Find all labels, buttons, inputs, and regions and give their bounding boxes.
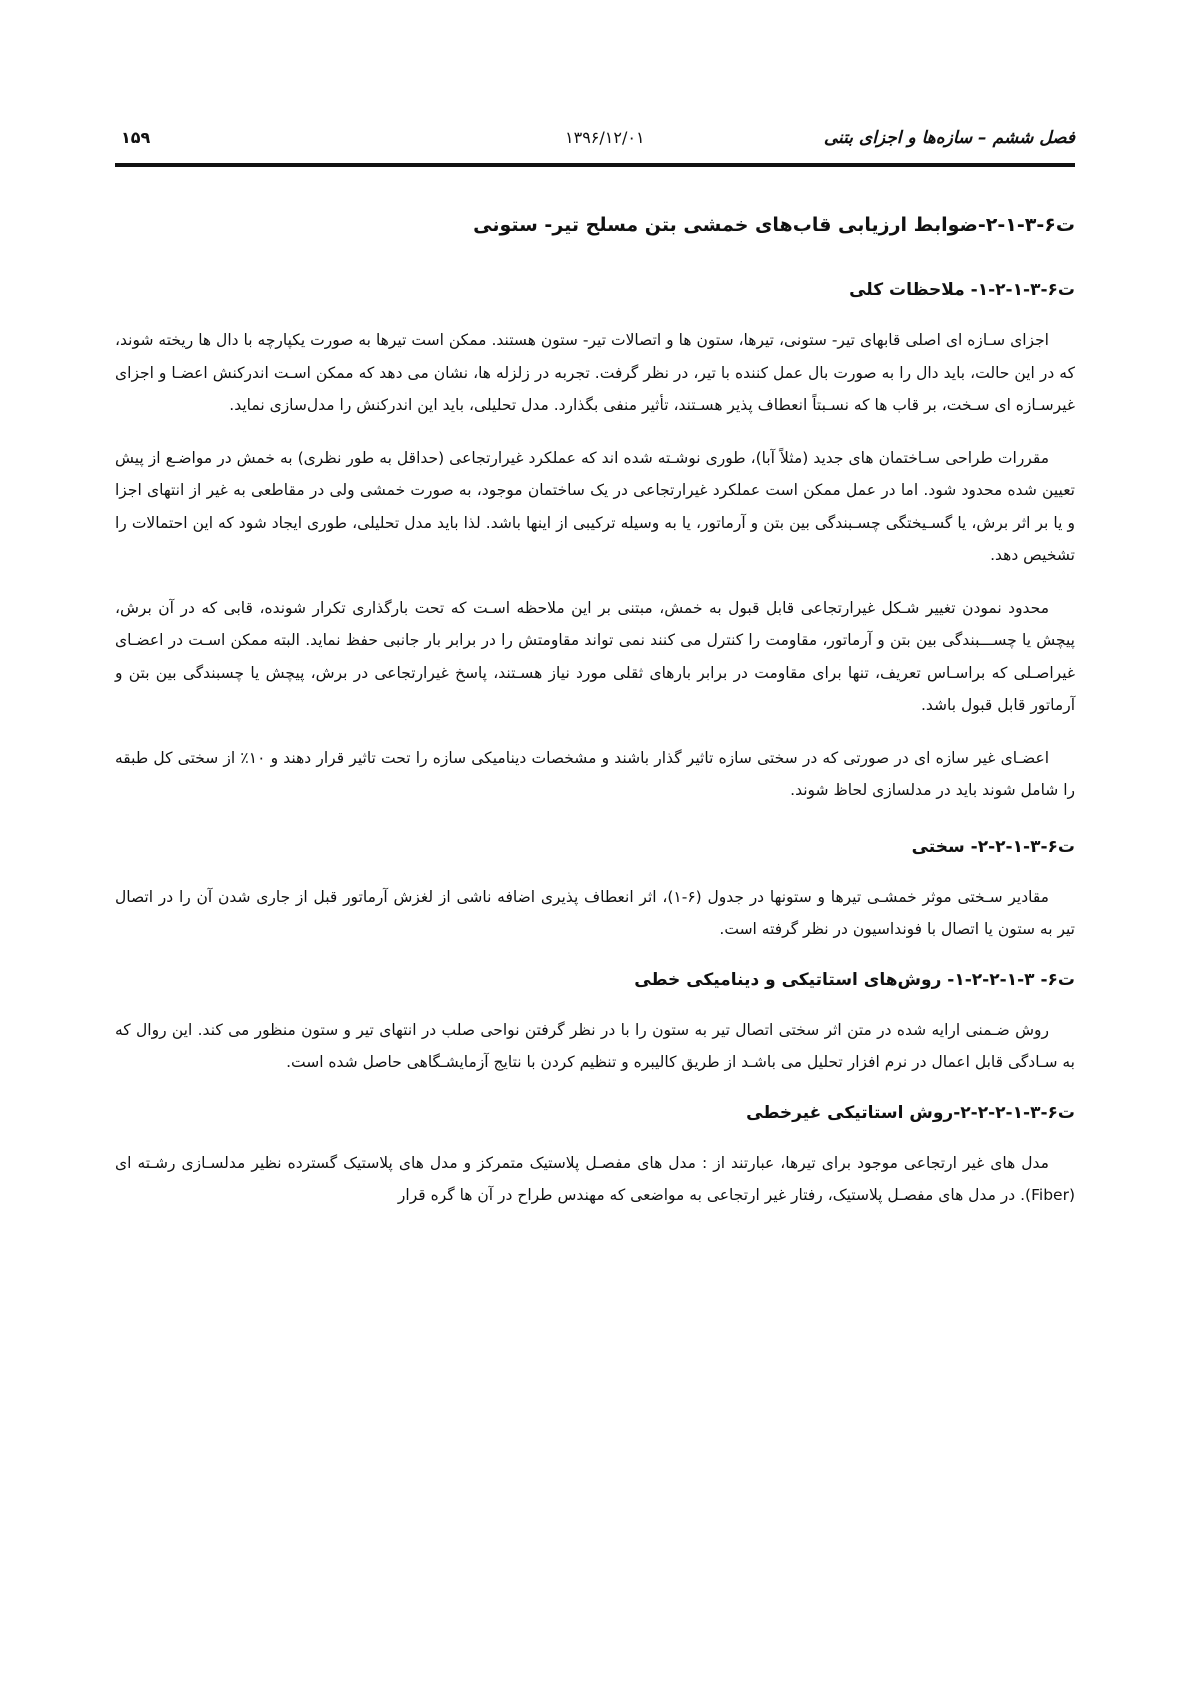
subsection-heading-general: ت۶-۳-۱-۲-۱- ملاحظات کلی (849, 280, 1075, 300)
section-title: ت۶-۳-۱-۲-ضوابط ارزیابی قاب‌های خمشی بتن مسلح تیر- ستونی (473, 214, 1075, 236)
page-content (115, 210, 1075, 1212)
paragraph: روش ضـمنی ارایه شده در متن اثر سختی اتصال تیر به ستون را با در نظر گرفتن نواحی صلب در انتهای تیر و ستون منظور می کند. این روال که به سـادگی قابل اعمال در نرم افزار تحلیل می باشـد از طریق کالیبره و تنظیم کردن با نتایج آزمایشـگاهی حاصل شده است. (115, 1020, 1075, 1071)
subsection-heading-nonlinear-static: ت۶-۳-۱-۲-۲-۲-روش استاتیکی غیرخطی (746, 1102, 1075, 1123)
page-header (115, 128, 1075, 158)
paragraph: مقررات طراحی سـاختمان های جدید (مثلاً آبا)، طوری نوشـته شده اند که عملکرد غیرارتجاعی (حداقل به طور نظری) به خمش در مواضـع از پیش تعیین شده محدود شود. اما در عمل ممکن است عملکرد غیرارتجاعی در یک ساختمان موجود، به صورت خمشی ولی در مقاطعی به غیر از انتهای اجزا و یا بر اثر برش، یا گسـیختگی چسـبندگی بین بتن و آرماتور، یا به وسیله ترکیبی از اینها باشد. لذا باید مدل تحلیلی، طوری ایجاد شود که این احتمالات را تشخیص دهد. (115, 448, 1075, 564)
paragraph: محدود نمودن تغییر شـکل غیرارتجاعی قابل قبول به خمش، مبتنی بر این ملاحظه اسـت که تحت بارگذاری تکرار شونده، قابی که در آن برش، پیچش یا چســـبندگی بین بتن و آرماتور، مقاومت را کنترل می کنند نمی تواند مقاومتش را در برابر بار جانبی حفظ نماید. البته ممکن اسـت در اعضـای غیراصـلی که براسـاس تعریف، تنها برای مقاومت در برابر بارهای ثقلی مورد نیاز هسـتند، پاسخ غیرارتجاعی در برش، پیچش یا چسبندگی بین بتن و آرماتور قابل قبول باشد. (115, 598, 1075, 714)
paragraph: اعضـای غیر سازه ای در صورتی که در سختی سازه تاثیر گذار باشند و مشخصات دینامیکی سازه را تحت تاثیر قرار دهند و ۱۰٪ از سختی کل طبقه را شامل شوند باید در مدلسازی لحاظ شوند. (115, 748, 1075, 799)
subsection-heading-linear-methods: ت۶- ۳-۱-۲-۲-۱- روش‌های استاتیکی و دینامیکی خطی (634, 969, 1075, 990)
paragraph: مقادیر سـختی موثر خمشـی تیرها و ستونها در جدول (۶-۱)، اثر انعطاف پذیری اضافه ناشی از لغزش آرماتور قبل از جاری شدن آن را در اتصال تیر به ستون یا اتصال با فونداسیون در نظر گرفته است. (115, 887, 1075, 938)
header-date: ۱۳۹۶/۱۲/۰۱ (565, 128, 645, 147)
paragraph: مدل های غیر ارتجاعی موجود برای تیرها، عبارتند از : مدل های مفصـل پلاستیک متمرکز و مدل های پلاستیک گسترده نظیر مدلسـازی رشـته ای (Fiber). در مدل های مفصـل پلاستیک، رفتار غیر ارتجاعی به مواضعی که مهندس طراح در آن ها گره قرار (115, 1153, 1075, 1204)
page-number: ۱۵۹ (121, 128, 151, 147)
paragraph: اجزای سـازه ای اصلی قابهای تیر- ستونی، تیرها، ستون ها و اتصالات تیر- ستون هستند. ممکن است تیرها به صورت یکپارچه با دال ها ریخته شوند، که در این حالت، باید دال را به صورت بال عمل کننده با تیر، در نظر گرفت. تجربه در زلزله ها، نشان می دهد که ممکن اسـت اندرکنش اعضـا و اجزای غیرسـازه ای سـخت، بر قاب ها که نسـبتاً انعطاف پذیر هسـتند، تأثیر منفی بگذارد. مدل تحلیلی، باید این اندرکنش را مدل‌سازی نماید. (115, 331, 1075, 414)
header-divider (115, 163, 1075, 167)
chapter-title: فصل ششم – سازه‌ها و اجزای بتنی (823, 128, 1075, 148)
subsection-heading-stiffness: ت۶-۳-۱-۲-۲- سختی (911, 836, 1075, 857)
